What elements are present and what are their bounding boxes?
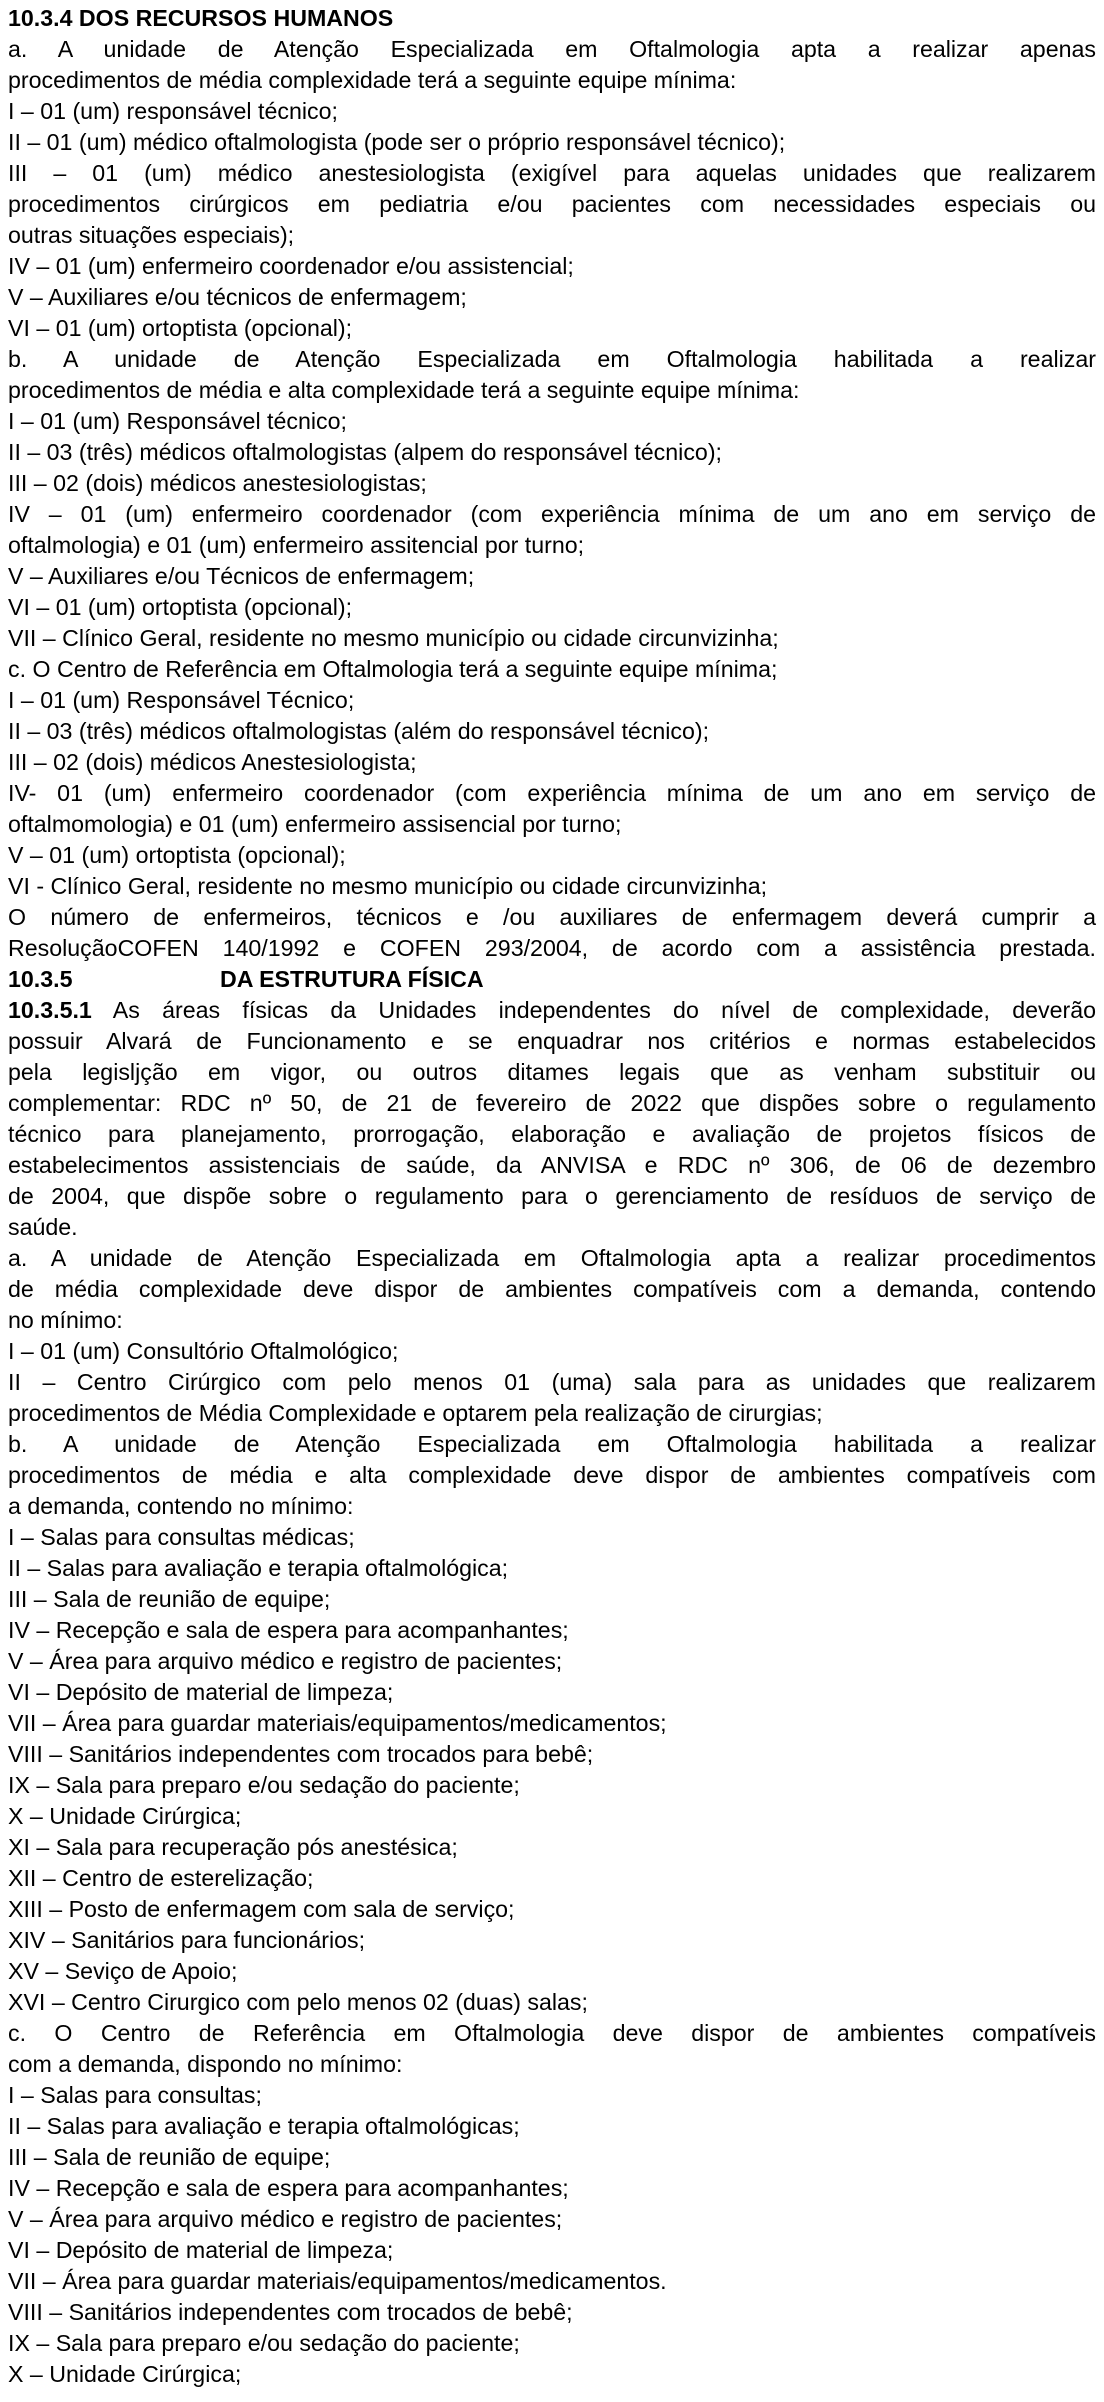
text-line: pela legisljção em vigor, ou outros ditames legais que as venham substituir ou bbox=[8, 1059, 1096, 1085]
text-line: procedimentos de média e alta complexidade terá a seguinte equipe mínima: bbox=[8, 377, 800, 403]
text-line: ResoluçãoCOFEN 140/1992 e COFEN 293/2004, de acordo com a assistência prestada. bbox=[8, 935, 1096, 961]
text-line: procedimentos cirúrgicos em pediatria e/ou pacientes com necessidades especiais ou bbox=[8, 191, 1096, 217]
section-title: DA ESTRUTURA FÍSICA bbox=[220, 966, 484, 992]
text-line: III – 02 (dois) médicos anestesiologistas; bbox=[8, 470, 427, 496]
text-line: VIII – Sanitários independentes com trocados de bebê; bbox=[8, 2299, 573, 2325]
text-line: I – Salas para consultas; bbox=[8, 2082, 262, 2108]
text-line: XVI – Centro Cirurgico com pelo menos 02 (duas) salas; bbox=[8, 1989, 588, 2015]
text-line: XI – Sala para recuperação pós anestésica; bbox=[8, 1834, 458, 1860]
text-line: II – Salas para avaliação e terapia oftalmológicas; bbox=[8, 2113, 520, 2139]
text-line: VI – Depósito de material de limpeza; bbox=[8, 1679, 394, 1705]
text-line: II – 03 (três) médicos oftalmologistas (além do responsável técnico); bbox=[8, 718, 710, 744]
text-line: IV – 01 (um) enfermeiro coordenador (com experiência mínima de um ano em serviço de bbox=[8, 501, 1096, 527]
text-line-content: As áreas físicas da Unidades independentes do nível de complexidade, deverão bbox=[91, 997, 1096, 1023]
text-line: estabelecimentos assistenciais de saúde, da ANVISA e RDC nº 306, de 06 de dezembro bbox=[8, 1152, 1096, 1178]
text-line: V – Área para arquivo médico e registro de pacientes; bbox=[8, 1648, 563, 1674]
text-line: VI – 01 (um) ortoptista (opcional); bbox=[8, 594, 353, 620]
text-line: V – 01 (um) ortoptista (opcional); bbox=[8, 842, 346, 868]
text-line: O número de enfermeiros, técnicos e /ou auxiliares de enfermagem deverá cumprir a bbox=[8, 904, 1096, 930]
text-line: III – 01 (um) médico anestesiologista (exigível para aquelas unidades que realizarem bbox=[8, 160, 1096, 186]
text-line: VII – Clínico Geral, residente no mesmo município ou cidade circunvizinha; bbox=[8, 625, 779, 651]
text-line: II – Salas para avaliação e terapia oftalmológica; bbox=[8, 1555, 509, 1581]
text-line: VII – Área para guardar materiais/equipamentos/medicamentos; bbox=[8, 1710, 667, 1736]
text-line: VI – 01 (um) ortoptista (opcional); bbox=[8, 315, 353, 341]
text-line: oftalmomologia) e 01 (um) enfermeiro assisencial por turno; bbox=[8, 811, 622, 837]
text-line: V – Auxiliares e/ou técnicos de enfermagem; bbox=[8, 284, 467, 310]
text-line bbox=[8, 995, 1096, 1026]
text-line: II – 03 (três) médicos oftalmologistas (alpem do responsável técnico); bbox=[8, 439, 722, 465]
text-line: outras situações especiais); bbox=[8, 222, 295, 248]
text-line: b. A unidade de Atenção Especializada em Oftalmologia habilitada a realizar bbox=[8, 1431, 1096, 1457]
text-line: procedimentos de média complexidade terá a seguinte equipe mínima: bbox=[8, 67, 737, 93]
text-line: a. A unidade de Atenção Especializada em Oftalmologia apta a realizar procedimentos bbox=[8, 1245, 1096, 1271]
section-number: 10.3.5 bbox=[8, 966, 73, 992]
text-line: IV – Recepção e sala de espera para acompanhantes; bbox=[8, 2175, 569, 2201]
text-line: III – Sala de reunião de equipe; bbox=[8, 1586, 331, 1612]
text-line: I – 01 (um) Responsável Técnico; bbox=[8, 687, 355, 713]
text-line: c. O Centro de Referência em Oftalmologia deve dispor de ambientes compatíveis bbox=[8, 2020, 1096, 2046]
section-heading bbox=[8, 964, 1096, 995]
text-line: de média complexidade deve dispor de ambientes compatíveis com a demanda, contendo bbox=[8, 1276, 1096, 1302]
text-line: saúde. bbox=[8, 1214, 78, 1240]
text-line: III – Sala de reunião de equipe; bbox=[8, 2144, 331, 2170]
section-heading: 10.3.4 DOS RECURSOS HUMANOS bbox=[8, 5, 394, 31]
text-line: VII – Área para guardar materiais/equipamentos/medicamentos. bbox=[8, 2268, 667, 2294]
text-line: X – Unidade Cirúrgica; bbox=[8, 2361, 242, 2387]
text-line: I – Salas para consultas médicas; bbox=[8, 1524, 355, 1550]
text-line: IV – 01 (um) enfermeiro coordenador e/ou assistencial; bbox=[8, 253, 574, 279]
text-line: IX – Sala para preparo e/ou sedação do paciente; bbox=[8, 1772, 520, 1798]
text-line: II – Centro Cirúrgico com pelo menos 01 (uma) sala para as unidades que realizarem bbox=[8, 1369, 1096, 1395]
text-line: X – Unidade Cirúrgica; bbox=[8, 1803, 242, 1829]
text-line: I – 01 (um) responsável técnico; bbox=[8, 98, 338, 124]
text-line: com a demanda, dispondo no mínimo: bbox=[8, 2051, 403, 2077]
text-line: II – 01 (um) médico oftalmologista (pode ser o próprio responsável técnico); bbox=[8, 129, 786, 155]
text-line: VIII – Sanitários independentes com trocados para bebê; bbox=[8, 1741, 594, 1767]
text-line: IX – Sala para preparo e/ou sedação do paciente; bbox=[8, 2330, 520, 2356]
text-line: XIII – Posto de enfermagem com sala de serviço; bbox=[8, 1896, 515, 1922]
text-line: V – Auxiliares e/ou Técnicos de enfermagem; bbox=[8, 563, 475, 589]
text-line: III – 02 (dois) médicos Anestesiologista; bbox=[8, 749, 417, 775]
text-line: no mínimo: bbox=[8, 1307, 123, 1333]
text-line: b. A unidade de Atenção Especializada em Oftalmologia habilitada a realizar bbox=[8, 346, 1096, 372]
text-line: c. O Centro de Referência em Oftalmologia terá a seguinte equipe mínima; bbox=[8, 656, 778, 682]
text-line: procedimentos de média e alta complexidade deve dispor de ambientes compatíveis com bbox=[8, 1462, 1096, 1488]
text-line: I – 01 (um) Responsável técnico; bbox=[8, 408, 347, 434]
text-line: técnico para planejamento, prorrogação, elaboração e avaliação de projetos físicos de bbox=[8, 1121, 1096, 1147]
text-line: complementar: RDC nº 50, de 21 de fevereiro de 2022 que dispões sobre o regulamento bbox=[8, 1090, 1096, 1116]
text-line: a. A unidade de Atenção Especializada em Oftalmologia apta a realizar apenas bbox=[8, 36, 1096, 62]
text-line: V – Área para arquivo médico e registro de pacientes; bbox=[8, 2206, 563, 2232]
text-line: I – 01 (um) Consultório Oftalmológico; bbox=[8, 1338, 399, 1364]
text-line: oftalmologia) e 01 (um) enfermeiro assitencial por turno; bbox=[8, 532, 585, 558]
text-line: IV- 01 (um) enfermeiro coordenador (com experiência mínima de um ano em serviço de bbox=[8, 780, 1096, 806]
text-line: XV – Seviço de Apoio; bbox=[8, 1958, 238, 1984]
text-line: de 2004, que dispõe sobre o regulamento para o gerenciamento de resíduos de serviço de bbox=[8, 1183, 1096, 1209]
text-line: possuir Alvará de Funcionamento e se enquadrar nos critérios e normas estabelecidos bbox=[8, 1028, 1096, 1054]
text-line: VI - Clínico Geral, residente no mesmo município ou cidade circunvizinha; bbox=[8, 873, 768, 899]
text-line: IV – Recepção e sala de espera para acompanhantes; bbox=[8, 1617, 569, 1643]
text-line: procedimentos de Média Complexidade e optarem pela realização de cirurgias; bbox=[8, 1400, 823, 1426]
text-line: XIV – Sanitários para funcionários; bbox=[8, 1927, 366, 1953]
text-line: XII – Centro de esterelização; bbox=[8, 1865, 314, 1891]
subsection-number: 10.3.5.1 bbox=[8, 997, 92, 1023]
text-line: a demanda, contendo no mínimo: bbox=[8, 1493, 354, 1519]
text-line: VI – Depósito de material de limpeza; bbox=[8, 2237, 394, 2263]
document-body bbox=[8, 3, 1096, 2390]
